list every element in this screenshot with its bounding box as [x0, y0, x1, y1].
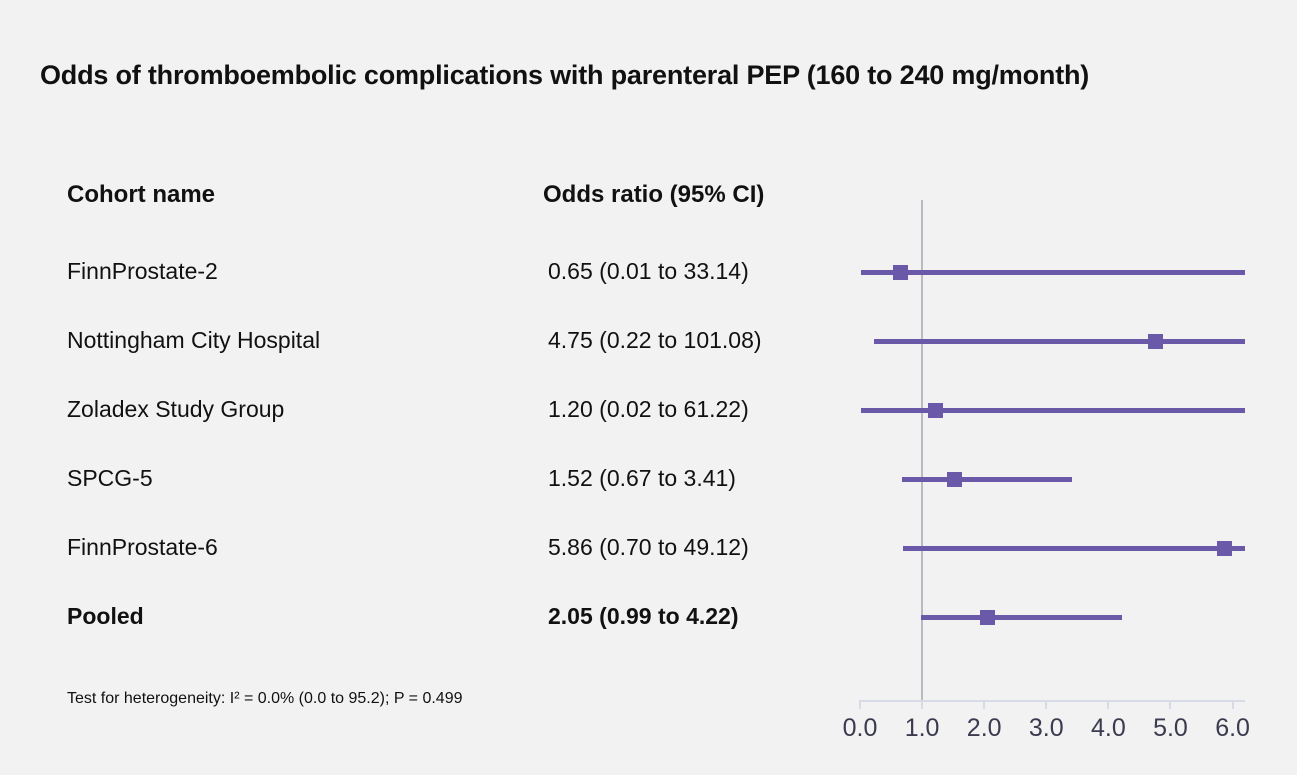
odds-ratio-value: 0.65 (0.01 to 33.14)	[548, 258, 749, 284]
x-axis-tick	[921, 700, 923, 709]
estimate-marker	[893, 265, 908, 280]
x-axis-tick-label: 2.0	[966, 714, 1002, 742]
x-axis-tick	[1045, 700, 1047, 709]
odds-ratio-value: 4.75 (0.22 to 101.08)	[548, 327, 762, 353]
x-axis-tick	[1232, 700, 1234, 709]
x-axis-tick-label: 0.0	[842, 714, 878, 742]
x-axis-tick-label: 1.0	[904, 714, 940, 742]
confidence-interval-line	[921, 615, 1122, 620]
estimate-marker	[1217, 541, 1232, 556]
odds-ratio-value: 1.52 (0.67 to 3.41)	[548, 465, 736, 491]
cohort-name: FinnProstate-2	[67, 258, 218, 284]
confidence-interval-line	[902, 477, 1072, 482]
x-axis-tick	[1107, 700, 1109, 709]
x-axis-tick	[859, 700, 861, 709]
estimate-marker	[1148, 334, 1163, 349]
confidence-interval-line	[903, 546, 1245, 551]
estimate-marker	[928, 403, 943, 418]
confidence-interval-line	[861, 408, 1245, 413]
cohort-name: Pooled	[67, 603, 144, 629]
column-header-cohort: Cohort name	[67, 181, 216, 208]
null-effect-line	[921, 200, 923, 700]
x-axis-tick	[1169, 700, 1171, 709]
cohort-name: SPCG-5	[67, 465, 153, 491]
odds-ratio-value: 2.05 (0.99 to 4.22)	[548, 603, 739, 629]
cohort-name: Zoladex Study Group	[67, 396, 285, 422]
plot-area	[820, 190, 1260, 742]
x-axis-tick-label: 4.0	[1090, 714, 1126, 742]
heterogeneity-note: Test for heterogeneity: I² = 0.0% (0.0 to 95.2); P = 0.499	[67, 690, 463, 707]
x-axis-tick-label: 6.0	[1215, 714, 1250, 742]
x-axis-tick	[983, 700, 985, 709]
x-axis-line	[860, 700, 1245, 702]
cohort-name: Nottingham City Hospital	[67, 327, 321, 353]
page-title: Odds of thromboembolic complications with parenteral PEP (160 to 240 mg/month)	[40, 60, 1090, 90]
pooled-estimate-marker	[980, 610, 995, 625]
odds-ratio-value: 5.86 (0.70 to 49.12)	[548, 534, 749, 560]
x-axis-tick-label: 3.0	[1028, 714, 1064, 742]
confidence-interval-line	[874, 339, 1245, 344]
odds-ratio-value: 1.20 (0.02 to 61.22)	[548, 396, 749, 422]
cohort-name: FinnProstate-6	[67, 534, 218, 560]
column-header-odds-ratio: Odds ratio (95% CI)	[543, 181, 765, 208]
confidence-interval-line	[861, 270, 1245, 275]
estimate-marker	[947, 472, 962, 487]
x-axis-tick-label: 5.0	[1153, 714, 1188, 742]
